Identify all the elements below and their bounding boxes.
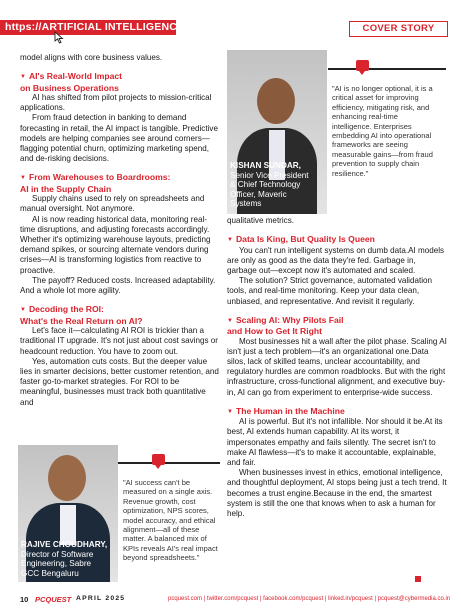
profile-photo-bottom — [18, 445, 118, 582]
profile-photo-top — [227, 50, 327, 214]
section-heading-cont: What's the Real Return on AI? — [20, 315, 143, 326]
paragraph: Supply chains used to rely on spreadsheets and manual oversight. Not anymore. — [20, 194, 205, 214]
profile-caption-top — [230, 161, 327, 209]
paragraph: qualitative metrics. — [227, 216, 295, 225]
profile-role: & Chief Technology — [230, 180, 301, 190]
section-heading-cont: AI in the Supply Chain — [20, 183, 112, 194]
section-heading: ▼ The Human in the Machine — [227, 405, 345, 416]
paragraph: Yes, automation cuts costs. But the deeper value lies in smarter decisions, better customer retention, and faster go-to-market strategies. For ROI to be meaningful, businesses must track both quantitative and — [20, 356, 219, 407]
end-mark — [415, 576, 421, 582]
profile-role: Engineering, Sabre — [21, 559, 92, 569]
paragraph: From fraud detection in banking to demand forecasting in retail, the AI impact is tangible. Predictive models are helping companies see around corners—flagging potential churn, optimizing marketing spend, and de-risking decisions. — [20, 113, 218, 164]
profile-role: Senior Vice President — [230, 170, 309, 180]
issue-date: APRIL 2025 — [76, 595, 126, 602]
profile-name: KISHAN SUNDAR, — [230, 161, 301, 170]
left-column-top — [20, 53, 220, 408]
profile-role: Systems — [230, 199, 262, 209]
cursor-icon — [54, 31, 64, 47]
paragraph: Most businesses hit a wall after the pilot phase. Scaling AI isn't just a tech problem—it's an organizational one.Data silos, lack of skilled teams, unclear accountability, and regulatory hurdles are common roadblocks. But with the right infrastructure, cross-functional alignment, and executive buy-in, AI can go from experiment to enterprise-wide success. — [227, 336, 447, 397]
quote-box-top — [328, 68, 446, 216]
profile-role: GCC Bengaluru — [21, 568, 79, 578]
section-tag — [0, 20, 185, 35]
quote-bubble-icon — [152, 454, 165, 465]
section-heading-cont: and How to Get It Right — [227, 326, 322, 337]
paragraph: When businesses invest in ethics, emotional intelligence, and thoughtful deployment, AI stops being just a tech trend. It becomes a trust engine.Because in the end, the smartest system is still the one that knows when to ask a human for help. — [227, 468, 447, 519]
paragraph: Let's face it—calculating AI ROI is trickier than a traditional IT upgrade. It's not just about cost savings or headcount reduction. You have to zoom out. — [20, 326, 219, 356]
section-heading: ▼ Scaling AI: Why Pilots Fail — [227, 314, 344, 325]
paragraph: AI is powerful. But it's not infallible. Nor should it be.At its best, AI extends human capability. At its worst, it impersonates empathy and fails silently. The secret isn't to make AI flawless—it's to make it accountable, explainable, and fair. — [227, 417, 443, 468]
section-heading: ▼ Data Is King, But Quality Is Queen — [227, 234, 375, 245]
section-heading: ▼ Decoding the ROI: — [20, 304, 104, 315]
section-heading: ▼ From Warehouses to Boardrooms: — [20, 172, 171, 183]
quote-text: "AI is no longer optional, it is a critical asset for improving efficiency, mitigating risk, and enhancing real-time intelligence. Enterprises embedding AI into operational frameworks are seeing measurable gains—from fraud prevention to supply chain resilience." — [332, 84, 433, 178]
section-heading-cont: on Business Operations — [20, 82, 119, 93]
profile-role: Officer, Maveric — [230, 189, 287, 199]
section-tag-label: https://ARTIFICIAL INTELLIGENCE — [5, 21, 185, 33]
cover-story-badge — [349, 21, 448, 37]
footer-links: pcquest.com | twitter.com/pcquest | facebook.com/pcquest | linked.in/pcquest | pcquest@cybermedia.co.in — [168, 596, 451, 602]
right-column — [227, 216, 447, 519]
publication-logo: PCQUEST — [35, 595, 72, 604]
paragraph: The solution? Strict governance, automated validation tools, and real-time monitoring. Keep your data clean, unbiased, and representative. And revisit it regularly. — [227, 276, 433, 306]
profile-caption-bottom — [21, 540, 118, 578]
profile-role: Director of Software — [21, 549, 94, 559]
section-heading: ▼ AI's Real-World Impact — [20, 71, 123, 82]
cover-story-label: COVER STORY — [362, 23, 435, 34]
intro-line: model aligns with core business values. — [20, 53, 163, 62]
profile-name: RAJIVE CHOUDHARY, — [21, 540, 108, 549]
paragraph: The payoff? Reduced costs. Increased adaptability. And a whole lot more agility. — [20, 275, 216, 296]
paragraph: AI is now reading historical data, monitoring real-time disruptions, and adjusting forecasts accordingly. Whether it's optimizing warehouse layouts, predicting demand spikes, or sourcing alternate vendors during crises—AI is transforming logistics from reactive to proactive. — [20, 214, 211, 275]
page-number: 10 — [20, 595, 29, 604]
paragraph: You can't run intelligent systems on dumb data.AI models are only as good as the data they're fed. Garbage in, garbage out—except now it's automated and scaled. — [227, 245, 445, 276]
quote-text: "AI success can't be measured on a single axis. Revenue growth, cost optimization, NPS scores, model accuracy, and ethical alignment—all of these matter. A balanced mix of KPIs reveals AI's real impact beyond spreadsheets." — [123, 478, 218, 563]
quote-bubble-icon — [356, 60, 369, 71]
paragraph: AI has shifted from pilot projects to mission-critical applications. — [20, 93, 212, 113]
quote-box-bottom — [118, 462, 220, 584]
